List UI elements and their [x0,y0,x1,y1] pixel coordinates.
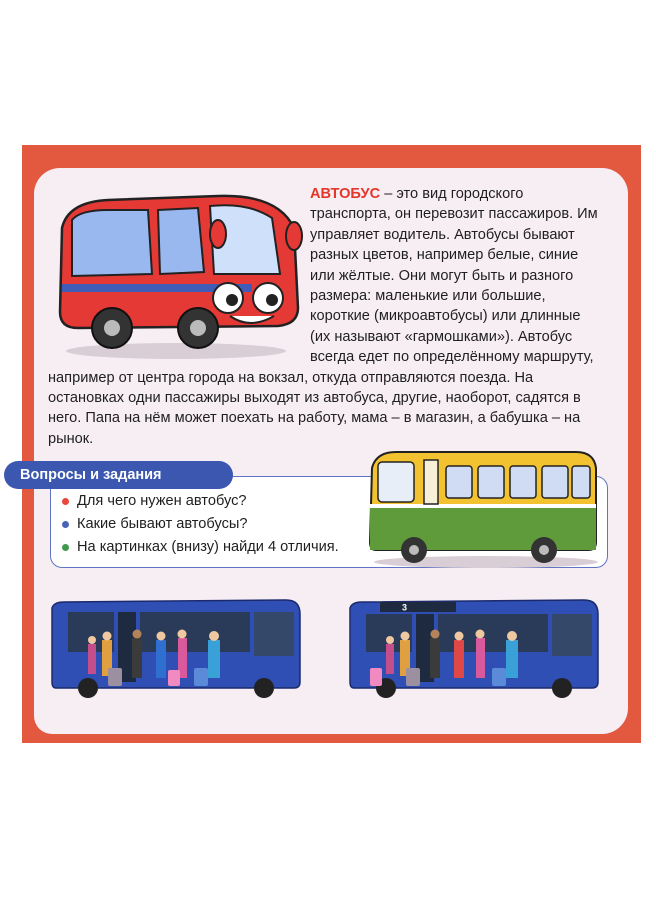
questions-title: Вопросы и задания [4,461,233,489]
question-item: На картинках (внизу) найди 4 отличия. [62,536,339,559]
blue-bus-scene-left [48,598,304,698]
article-body: – это вид городского транспорта, он перевозит пассажиров. Им управляет водитель. Автобусы бывают разных цветов, например белые, синие или жёлтые. Они могут быть и разного размера: маленькие или большие, короткие (микроавтобусы) или длинные (их называют «гармошками»). Автобус всегда едет по определённому маршруту, например от центра города на вокзал, откуда отправляются поезда. На остановках одни пассажиры выходят из автобуса, другие, наоборот, садятся в него. Папа на нём может поехать на работу, мама – в магазин, а бабушка – на рынок. [48,186,598,447]
red-bullet-icon [62,498,69,505]
question-item: Для чего нужен автобус? [62,490,339,513]
green-bullet-icon [62,544,69,551]
blue-bullet-icon [62,521,69,528]
questions-list [62,490,339,559]
blue-bus-scene-right [346,598,602,698]
yellow-green-bus-illustration [366,446,604,570]
route-number-label: 3 [402,602,408,613]
question-item: Какие бывают автобусы? [62,513,339,536]
article-text [48,184,600,449]
article-lead-word: АВТОБУС [310,186,381,202]
